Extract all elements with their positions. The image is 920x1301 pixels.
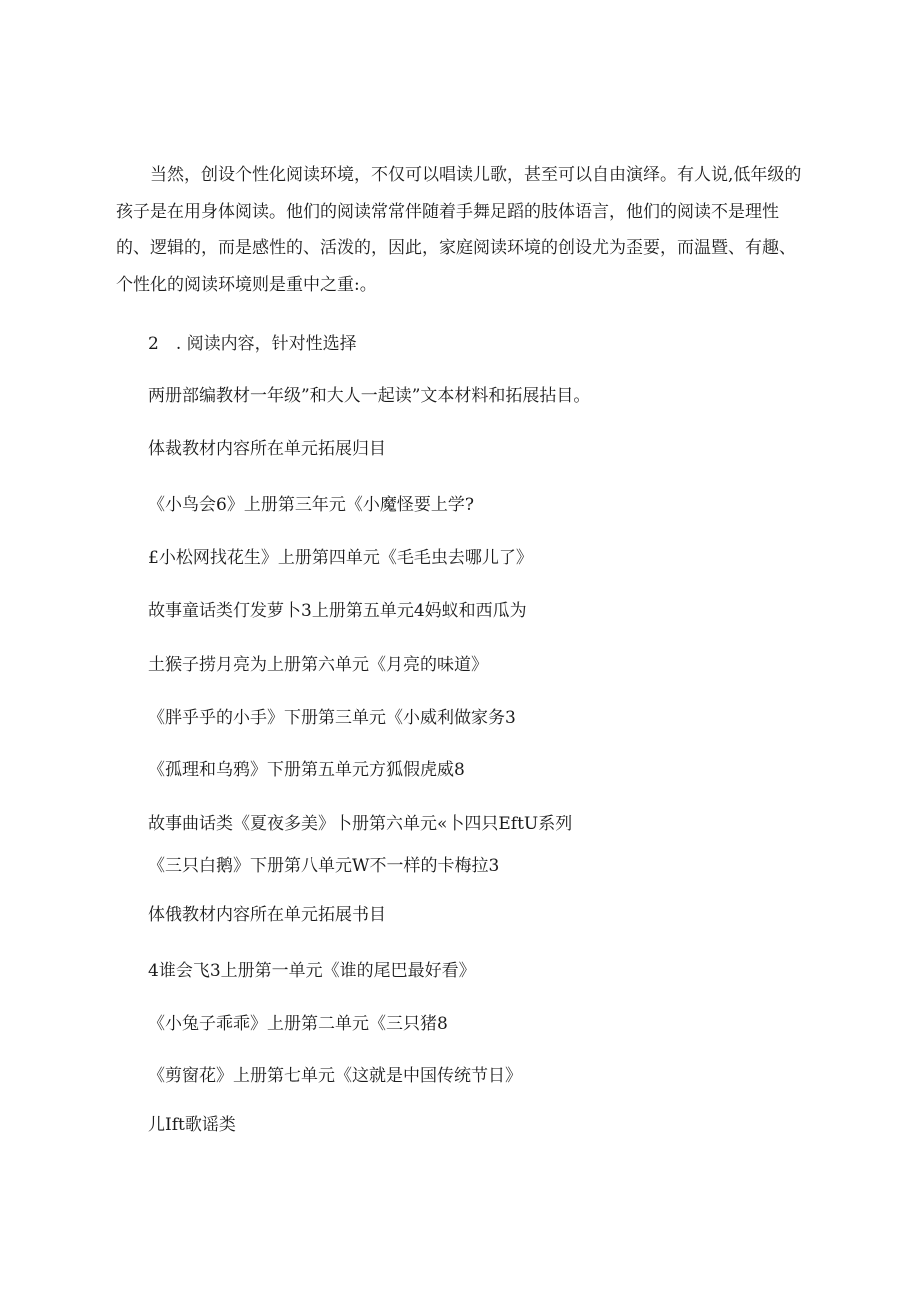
book-item: 土猴子捞月亮为上册第六单元《月亮的味道》 <box>148 655 488 675</box>
paragraph-line: 的、逻辑的，而是感性的、活泼的，因此，家庭阅读环境的创设尤为歪要，而温暨、有趣、 <box>116 238 796 258</box>
book-item: 《胖乎乎的小手》下册第三单元《小威利做家务3 <box>148 708 516 728</box>
book-item: 故事曲话类《夏夜多美》卜册第六单元«卜四只EftU系列 <box>148 814 573 834</box>
book-item: 4谁会飞3上册第一单元《谁的尾巴最好看》 <box>148 961 476 981</box>
book-item: 《小鸟会6》上册第三年元《小魔怪要上学? <box>148 495 474 515</box>
intro-paragraph <box>116 157 806 303</box>
section-heading: 2 . 阅读内容，针对性选择 <box>148 334 357 354</box>
book-item: 故事童话类仃发萝卜3上册第五单元4妈蚁和西瓜为 <box>148 601 527 621</box>
table-header: 体裁教材内容所在单元拓展归目 <box>148 439 386 459</box>
paragraph-line: 个性化的阅读环境则是重中之重:。 <box>116 274 377 295</box>
table-header: 体俄教材内容所在单元拓展书目 <box>148 905 386 925</box>
book-item: 《孤理和乌鸦》下册第五单元方狐假虎威8 <box>148 760 465 780</box>
book-item: 《小兔子乖乖》上册第二单元《三只猪8 <box>148 1014 448 1034</box>
paragraph-line: 孩子是在用身体阅读。他们的阅读常常伴随着手舞足蹈的肢体语言，他们的阅读不是理性 <box>116 201 779 222</box>
book-item: £小松网找花生》上册第四单元《毛毛虫去哪儿了》 <box>148 548 533 568</box>
text-line: 两册部编教材一年级”和大人一起读”文本材料和拓展拈目。 <box>148 386 591 406</box>
paragraph-line: 当然，创设个性化阅读环境，不仅可以唱读儿歌，甚至可以自由演绎。有人说,低年级的 <box>116 165 802 185</box>
book-item: 《三只白鹅》下册第八单元W不一样的卡梅拉3 <box>148 856 500 876</box>
book-item: 《剪窗花》上册第七单元《这就是中国传统节日》 <box>148 1066 522 1086</box>
category-label: 儿Ift歌谣类 <box>148 1115 236 1135</box>
